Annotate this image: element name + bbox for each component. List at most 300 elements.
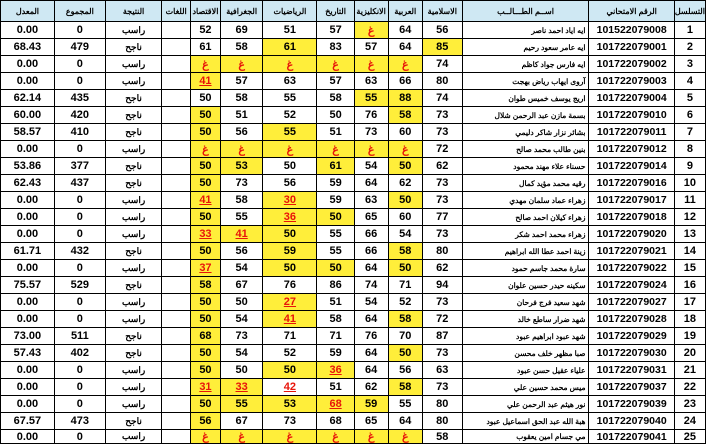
languages-cell [162, 209, 191, 226]
seq-cell: 16 [674, 277, 705, 294]
arabic-cell: 58 [388, 243, 422, 260]
languages-cell [162, 345, 191, 362]
economics-cell: 50 [191, 90, 221, 107]
exam-number-cell: 101722079040 [589, 413, 674, 430]
economics-cell: 50 [191, 294, 221, 311]
avg-cell: 62.43 [1, 175, 55, 192]
economics-cell: 58 [191, 277, 221, 294]
exam-number-cell: 101722079031 [589, 362, 674, 379]
exam-number-cell: 101722079014 [589, 158, 674, 175]
geography-cell: 57 [220, 73, 263, 90]
student-name-cell: سارة محمد جاسم حمود [462, 260, 589, 277]
seq-cell: 22 [674, 379, 705, 396]
total-cell: 511 [54, 328, 105, 345]
header-islamic: الاسلامية [423, 1, 463, 22]
result-cell: راسب [105, 73, 162, 90]
exam-number-cell: 101722079022 [589, 260, 674, 277]
arabic-cell: 70 [388, 328, 422, 345]
islamic-cell: 73 [423, 226, 463, 243]
table-row [1, 328, 706, 345]
result-cell: راسب [105, 56, 162, 73]
languages-cell [162, 107, 191, 124]
table-row [1, 56, 706, 73]
math-cell: 42 [263, 379, 317, 396]
exam-number-cell: 101722079039 [589, 396, 674, 413]
arabic-cell: 64 [388, 39, 422, 56]
history-cell: 51 [317, 379, 354, 396]
islamic-cell: 62 [423, 260, 463, 277]
math-cell: 61 [263, 39, 317, 56]
history-cell: 55 [317, 243, 354, 260]
arabic-cell: 52 [388, 294, 422, 311]
table-row [1, 260, 706, 277]
table-row [1, 209, 706, 226]
islamic-cell: 72 [423, 311, 463, 328]
arabic-cell: 58 [388, 107, 422, 124]
arabic-cell: 62 [388, 175, 422, 192]
exam-number-cell: 101522079008 [589, 22, 674, 39]
islamic-cell: 58 [423, 430, 463, 444]
header-geography: الجغرافية [220, 1, 263, 22]
result-cell: ناجح [105, 243, 162, 260]
economics-cell: 50 [191, 209, 221, 226]
header-economics: الاقتصاد [191, 1, 221, 22]
english-cell: غ [354, 22, 388, 39]
english-cell: 66 [354, 226, 388, 243]
math-cell: 30 [263, 192, 317, 209]
exam-number-cell: 101722079002 [589, 56, 674, 73]
math-cell: 73 [263, 413, 317, 430]
geography-cell: 53 [220, 158, 263, 175]
table-row [1, 413, 706, 430]
result-cell: ناجح [105, 277, 162, 294]
table-row [1, 379, 706, 396]
math-cell: غ [263, 430, 317, 444]
avg-cell: 0.00 [1, 430, 55, 444]
seq-cell: 23 [674, 396, 705, 413]
economics-cell: غ [191, 56, 221, 73]
student-name-cell: ايه اياد احمد ناصر [462, 22, 589, 39]
total-cell: 435 [54, 90, 105, 107]
languages-cell [162, 328, 191, 345]
exam-number-cell: 101722079011 [589, 124, 674, 141]
student-name-cell: زهراء كيلان احمد صالح [462, 209, 589, 226]
student-name-cell: سكينه حيدر حسين علوان [462, 277, 589, 294]
economics-cell: 50 [191, 158, 221, 175]
table-row [1, 192, 706, 209]
result-cell: راسب [105, 396, 162, 413]
economics-cell: 50 [191, 362, 221, 379]
total-cell: 0 [54, 362, 105, 379]
geography-cell: 54 [220, 311, 263, 328]
english-cell: 65 [354, 209, 388, 226]
islamic-cell: 73 [423, 192, 463, 209]
languages-cell [162, 124, 191, 141]
english-cell: 59 [354, 396, 388, 413]
languages-cell [162, 277, 191, 294]
arabic-cell: 64 [388, 413, 422, 430]
student-name-cell: ايه عامر سعود رحيم [462, 39, 589, 56]
arabic-cell: 60 [388, 124, 422, 141]
table-row [1, 430, 706, 444]
exam-number-cell: 101722079016 [589, 175, 674, 192]
total-cell: 529 [54, 277, 105, 294]
table-row [1, 345, 706, 362]
student-name-cell: بسمة مازن عبد الرحمن شلال [462, 107, 589, 124]
geography-cell: غ [220, 430, 263, 444]
exam-number-cell: 101722079001 [589, 39, 674, 56]
total-cell: 437 [54, 175, 105, 192]
math-cell: 59 [263, 243, 317, 260]
history-cell: 36 [317, 362, 354, 379]
languages-cell [162, 430, 191, 444]
math-cell: 50 [263, 260, 317, 277]
total-cell: 479 [54, 39, 105, 56]
seq-cell: 14 [674, 243, 705, 260]
avg-cell: 0.00 [1, 396, 55, 413]
student-name-cell: شهد ضرار ساطع خالد [462, 311, 589, 328]
student-name-cell: رقيه محمد مؤيد كمال [462, 175, 589, 192]
avg-cell: 0.00 [1, 260, 55, 277]
header-history: التاريخ [317, 1, 354, 22]
seq-cell: 10 [674, 175, 705, 192]
arabic-cell: 56 [388, 362, 422, 379]
avg-cell: 73.00 [1, 328, 55, 345]
geography-cell: 58 [220, 192, 263, 209]
seq-cell: 12 [674, 209, 705, 226]
avg-cell: 62.14 [1, 90, 55, 107]
table-row [1, 39, 706, 56]
languages-cell [162, 379, 191, 396]
student-name-cell: بنين طالب محمد صالح [462, 141, 589, 158]
table-row [1, 158, 706, 175]
islamic-cell: 80 [423, 243, 463, 260]
avg-cell: 0.00 [1, 362, 55, 379]
arabic-cell: 50 [388, 192, 422, 209]
history-cell: 51 [317, 294, 354, 311]
history-cell: 50 [317, 209, 354, 226]
exam-number-cell: 101722079010 [589, 107, 674, 124]
table-row [1, 90, 706, 107]
economics-cell: 56 [191, 413, 221, 430]
economics-cell: 33 [191, 226, 221, 243]
student-name-cell: هبة الله عبد الحق اسماعيل عبود [462, 413, 589, 430]
avg-cell: 0.00 [1, 294, 55, 311]
result-cell: ناجح [105, 39, 162, 56]
table-row [1, 362, 706, 379]
english-cell: غ [354, 430, 388, 444]
history-cell: غ [317, 56, 354, 73]
result-cell: راسب [105, 209, 162, 226]
table-row [1, 175, 706, 192]
islamic-cell: 73 [423, 175, 463, 192]
arabic-cell: 58 [388, 379, 422, 396]
result-cell: ناجح [105, 328, 162, 345]
languages-cell [162, 243, 191, 260]
economics-cell: غ [191, 141, 221, 158]
math-cell: 63 [263, 73, 317, 90]
header-row [1, 1, 706, 22]
english-cell: 66 [354, 243, 388, 260]
avg-cell: 67.57 [1, 413, 55, 430]
arabic-cell: غ [388, 430, 422, 444]
result-cell: ناجح [105, 107, 162, 124]
total-cell: 0 [54, 430, 105, 444]
arabic-cell: 66 [388, 73, 422, 90]
exam-number-cell: 101722079003 [589, 73, 674, 90]
islamic-cell: 80 [423, 396, 463, 413]
english-cell: 64 [354, 260, 388, 277]
seq-cell: 18 [674, 311, 705, 328]
economics-cell: 50 [191, 175, 221, 192]
english-cell: 63 [354, 73, 388, 90]
geography-cell: 73 [220, 328, 263, 345]
math-cell: غ [263, 141, 317, 158]
result-cell: ناجح [105, 158, 162, 175]
economics-cell: 50 [191, 345, 221, 362]
student-name-cell: زهراء محمد احمد شكر [462, 226, 589, 243]
header-result: النتيجة [105, 1, 162, 22]
seq-cell: 9 [674, 158, 705, 175]
history-cell: 51 [317, 124, 354, 141]
total-cell: 402 [54, 345, 105, 362]
student-name-cell: بشائر نزار شاكر دليمي [462, 124, 589, 141]
result-cell: ناجح [105, 124, 162, 141]
geography-cell: 67 [220, 413, 263, 430]
result-cell: ناجح [105, 90, 162, 107]
geography-cell: غ [220, 141, 263, 158]
english-cell: 57 [354, 39, 388, 56]
student-name-cell: شهد سعيد فرج فرحان [462, 294, 589, 311]
languages-cell [162, 141, 191, 158]
table-row [1, 294, 706, 311]
history-cell: 57 [317, 22, 354, 39]
student-name-cell: زينة احمد عطا الله ابراهيم [462, 243, 589, 260]
geography-cell: 51 [220, 107, 263, 124]
total-cell: 0 [54, 226, 105, 243]
exam-number-cell: 101722079027 [589, 294, 674, 311]
seq-cell: 7 [674, 124, 705, 141]
economics-cell: 37 [191, 260, 221, 277]
english-cell: 54 [354, 294, 388, 311]
arabic-cell: 50 [388, 260, 422, 277]
economics-cell: 50 [191, 107, 221, 124]
total-cell: 0 [54, 396, 105, 413]
seq-cell: 6 [674, 107, 705, 124]
total-cell: 473 [54, 413, 105, 430]
languages-cell [162, 396, 191, 413]
languages-cell [162, 192, 191, 209]
student-name-cell: آروى ايهاب رياض بهجت [462, 73, 589, 90]
languages-cell [162, 175, 191, 192]
geography-cell: 67 [220, 277, 263, 294]
economics-cell: 52 [191, 22, 221, 39]
english-cell: غ [354, 56, 388, 73]
table-row [1, 226, 706, 243]
history-cell: 59 [317, 175, 354, 192]
history-cell: 58 [317, 311, 354, 328]
exam-number-cell: 101722079021 [589, 243, 674, 260]
history-cell: 50 [317, 260, 354, 277]
table-row [1, 277, 706, 294]
exam-number-cell: 101722079028 [589, 311, 674, 328]
avg-cell: 0.00 [1, 22, 55, 39]
header-seq: التسلسل [674, 1, 705, 22]
total-cell: 0 [54, 141, 105, 158]
languages-cell [162, 39, 191, 56]
arabic-cell: 64 [388, 22, 422, 39]
islamic-cell: 87 [423, 328, 463, 345]
math-cell: 50 [263, 226, 317, 243]
math-cell: 76 [263, 277, 317, 294]
geography-cell: 54 [220, 260, 263, 277]
avg-cell: 0.00 [1, 226, 55, 243]
student-name-cell: صبا مظهر خلف محسن [462, 345, 589, 362]
math-cell: 41 [263, 311, 317, 328]
history-cell: 61 [317, 158, 354, 175]
geography-cell: 58 [220, 90, 263, 107]
islamic-cell: 56 [423, 22, 463, 39]
math-cell: 55 [263, 124, 317, 141]
avg-cell: 0.00 [1, 56, 55, 73]
total-cell: 0 [54, 192, 105, 209]
avg-cell: 53.86 [1, 158, 55, 175]
total-cell: 0 [54, 294, 105, 311]
avg-cell: 0.00 [1, 141, 55, 158]
header-exam-number: الرقم الامتحاني [589, 1, 674, 22]
english-cell: 64 [354, 175, 388, 192]
total-cell: 432 [54, 243, 105, 260]
table-row [1, 311, 706, 328]
header-languages: اللغات [162, 1, 191, 22]
english-cell: غ [354, 141, 388, 158]
total-cell: 410 [54, 124, 105, 141]
geography-cell: 55 [220, 209, 263, 226]
islamic-cell: 80 [423, 413, 463, 430]
history-cell: 83 [317, 39, 354, 56]
avg-cell: 0.00 [1, 209, 55, 226]
history-cell: غ [317, 141, 354, 158]
languages-cell [162, 260, 191, 277]
english-cell: 62 [354, 379, 388, 396]
seq-cell: 15 [674, 260, 705, 277]
avg-cell: 0.00 [1, 73, 55, 90]
total-cell: 0 [54, 73, 105, 90]
exam-number-cell: 101722079030 [589, 345, 674, 362]
result-cell: ناجح [105, 175, 162, 192]
islamic-cell: 94 [423, 277, 463, 294]
exam-number-cell: 101722079017 [589, 192, 674, 209]
total-cell: 0 [54, 209, 105, 226]
english-cell: 64 [354, 311, 388, 328]
arabic-cell: 54 [388, 226, 422, 243]
result-cell: راسب [105, 22, 162, 39]
seq-cell: 5 [674, 90, 705, 107]
arabic-cell: 50 [388, 345, 422, 362]
result-cell: راسب [105, 379, 162, 396]
economics-cell: 41 [191, 73, 221, 90]
result-cell: راسب [105, 430, 162, 444]
student-name-cell: شهد عبود ابراهيم عبود [462, 328, 589, 345]
math-cell: 55 [263, 90, 317, 107]
total-cell: 0 [54, 311, 105, 328]
geography-cell: 55 [220, 396, 263, 413]
economics-cell: غ [191, 430, 221, 444]
languages-cell [162, 413, 191, 430]
geography-cell: 54 [220, 345, 263, 362]
result-cell: راسب [105, 362, 162, 379]
table-row [1, 73, 706, 90]
avg-cell: 60.00 [1, 107, 55, 124]
exam-number-cell: 101722079020 [589, 226, 674, 243]
exam-number-cell: 101722079018 [589, 209, 674, 226]
geography-cell: 50 [220, 294, 263, 311]
result-cell: راسب [105, 294, 162, 311]
economics-cell: 50 [191, 311, 221, 328]
exam-number-cell: 101722079004 [589, 90, 674, 107]
math-cell: 50 [263, 158, 317, 175]
languages-cell [162, 226, 191, 243]
english-cell: 76 [354, 107, 388, 124]
table-row [1, 141, 706, 158]
avg-cell: 75.57 [1, 277, 55, 294]
math-cell: 53 [263, 396, 317, 413]
geography-cell: 50 [220, 362, 263, 379]
result-cell: ناجح [105, 345, 162, 362]
seq-cell: 20 [674, 345, 705, 362]
seq-cell: 8 [674, 141, 705, 158]
geography-cell: غ [220, 56, 263, 73]
seq-cell: 17 [674, 294, 705, 311]
islamic-cell: 74 [423, 90, 463, 107]
geography-cell: 56 [220, 243, 263, 260]
header-total: المجموع [54, 1, 105, 22]
exam-number-cell: 101722079041 [589, 430, 674, 444]
math-cell: 50 [263, 362, 317, 379]
geography-cell: 58 [220, 39, 263, 56]
exam-number-cell: 101722079037 [589, 379, 674, 396]
total-cell: 420 [54, 107, 105, 124]
math-cell: 52 [263, 345, 317, 362]
avg-cell: 68.43 [1, 39, 55, 56]
seq-cell: 3 [674, 56, 705, 73]
arabic-cell: 60 [388, 209, 422, 226]
table-row [1, 124, 706, 141]
header-math: الرياضيات [263, 1, 317, 22]
student-name-cell: مي جسام امين يعقوب [462, 430, 589, 444]
student-name-cell: اريج يوسف خميس طوان [462, 90, 589, 107]
seq-cell: 4 [674, 73, 705, 90]
header-student-name: اســم الطـــالــب [462, 1, 589, 22]
economics-cell: 31 [191, 379, 221, 396]
math-cell: 36 [263, 209, 317, 226]
table-row [1, 396, 706, 413]
total-cell: 377 [54, 158, 105, 175]
total-cell: 0 [54, 260, 105, 277]
english-cell: 65 [354, 413, 388, 430]
student-name-cell: ميس محمد حسين علي [462, 379, 589, 396]
history-cell: 59 [317, 345, 354, 362]
student-name-cell: حسناء علاء مهند محمود [462, 158, 589, 175]
total-cell: 0 [54, 56, 105, 73]
islamic-cell: 73 [423, 294, 463, 311]
islamic-cell: 74 [423, 56, 463, 73]
islamic-cell: 85 [423, 39, 463, 56]
geography-cell: 69 [220, 22, 263, 39]
history-cell: 68 [317, 396, 354, 413]
header-english: الانكليزية [354, 1, 388, 22]
table-row [1, 107, 706, 124]
